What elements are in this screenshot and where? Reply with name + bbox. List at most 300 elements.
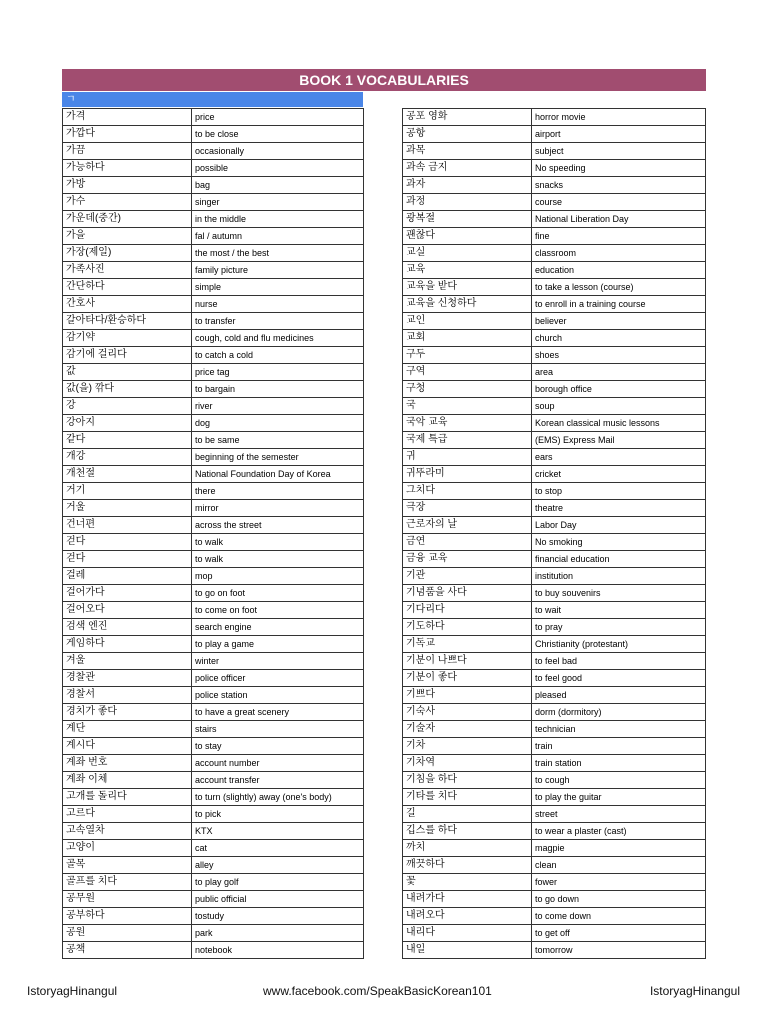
korean-word: 고르다 — [63, 806, 192, 823]
korean-word: 건너편 — [63, 517, 192, 534]
korean-word: 가끔 — [63, 143, 192, 160]
table-row — [403, 109, 706, 126]
korean-word: 기술자 — [403, 721, 532, 738]
table-row — [63, 704, 364, 721]
korean-word: 길 — [403, 806, 532, 823]
english-meaning: believer — [532, 313, 706, 330]
korean-word: 개천절 — [63, 466, 192, 483]
table-row — [63, 143, 364, 160]
korean-word: 내려가다 — [403, 891, 532, 908]
korean-word: 그치다 — [403, 483, 532, 500]
table-row — [403, 585, 706, 602]
english-meaning: subject — [532, 143, 706, 160]
footer-url[interactable]: www.facebook.com/SpeakBasicKorean101 — [263, 984, 492, 998]
english-meaning: across the street — [192, 517, 364, 534]
korean-word: 골프를 치다 — [63, 874, 192, 891]
english-meaning: course — [532, 194, 706, 211]
table-row — [63, 789, 364, 806]
korean-word: 가수 — [63, 194, 192, 211]
korean-word: 공부하다 — [63, 908, 192, 925]
table-row — [403, 245, 706, 262]
table-row — [403, 636, 706, 653]
korean-word: 내리다 — [403, 925, 532, 942]
english-meaning: to be same — [192, 432, 364, 449]
korean-word: 갈아타다/환승하다 — [63, 313, 192, 330]
korean-word: 기차역 — [403, 755, 532, 772]
table-row — [403, 126, 706, 143]
english-meaning: alley — [192, 857, 364, 874]
korean-word: 과목 — [403, 143, 532, 160]
english-meaning: the most / the best — [192, 245, 364, 262]
english-meaning: area — [532, 364, 706, 381]
korean-word: 고속열차 — [63, 823, 192, 840]
section-header: ㄱ — [62, 92, 363, 107]
table-row — [63, 279, 364, 296]
korean-word: 게임하다 — [63, 636, 192, 653]
english-meaning: to catch a cold — [192, 347, 364, 364]
table-row — [63, 245, 364, 262]
table-row — [63, 857, 364, 874]
korean-word: 기차 — [403, 738, 532, 755]
table-row — [63, 534, 364, 551]
table-row — [63, 551, 364, 568]
korean-word: 감기에 걸리다 — [63, 347, 192, 364]
table-row — [403, 619, 706, 636]
korean-word: 가깝다 — [63, 126, 192, 143]
korean-word: 가족사진 — [63, 262, 192, 279]
korean-word: 거울 — [63, 500, 192, 517]
english-meaning: fal / autumn — [192, 228, 364, 245]
korean-word: 개강 — [63, 449, 192, 466]
english-meaning: train — [532, 738, 706, 755]
vocab-table-left — [62, 108, 364, 959]
korean-word: 광복절 — [403, 211, 532, 228]
english-meaning: to feel good — [532, 670, 706, 687]
table-row — [403, 551, 706, 568]
korean-word: 골목 — [63, 857, 192, 874]
korean-word: 근로자의 날 — [403, 517, 532, 534]
korean-word: 기독교 — [403, 636, 532, 653]
korean-word: 교회 — [403, 330, 532, 347]
english-meaning: cricket — [532, 466, 706, 483]
table-row — [63, 585, 364, 602]
english-meaning: to take a lesson (course) — [532, 279, 706, 296]
table-row — [63, 891, 364, 908]
table-row — [63, 296, 364, 313]
table-row — [63, 670, 364, 687]
english-meaning: to pray — [532, 619, 706, 636]
english-meaning: to walk — [192, 534, 364, 551]
table-row — [403, 194, 706, 211]
korean-word: 극장 — [403, 500, 532, 517]
korean-word: 기도하다 — [403, 619, 532, 636]
english-meaning: river — [192, 398, 364, 415]
korean-word: 금연 — [403, 534, 532, 551]
table-row — [403, 925, 706, 942]
english-meaning: education — [532, 262, 706, 279]
table-row — [403, 415, 706, 432]
table-row — [403, 738, 706, 755]
english-meaning: fine — [532, 228, 706, 245]
english-meaning: train station — [532, 755, 706, 772]
english-meaning: classroom — [532, 245, 706, 262]
english-meaning: Christianity (protestant) — [532, 636, 706, 653]
korean-word: 간호사 — [63, 296, 192, 313]
page-title: BOOK 1 VOCABULARIES — [62, 69, 706, 91]
korean-word: 계좌 번호 — [63, 755, 192, 772]
english-meaning: to wear a plaster (cast) — [532, 823, 706, 840]
english-meaning: to transfer — [192, 313, 364, 330]
english-meaning: search engine — [192, 619, 364, 636]
korean-word: 국제 특급 — [403, 432, 532, 449]
english-meaning: to be close — [192, 126, 364, 143]
table-row — [403, 840, 706, 857]
korean-word: 가능하다 — [63, 160, 192, 177]
english-meaning: to have a great scenery — [192, 704, 364, 721]
english-meaning: National Foundation Day of Korea — [192, 466, 364, 483]
korean-word: 금융 교육 — [403, 551, 532, 568]
korean-word: 계단 — [63, 721, 192, 738]
korean-word: 교실 — [403, 245, 532, 262]
korean-word: 가운데(중간) — [63, 211, 192, 228]
english-meaning: horror movie — [532, 109, 706, 126]
table-row — [63, 619, 364, 636]
table-row — [63, 602, 364, 619]
table-row — [63, 347, 364, 364]
table-row — [63, 398, 364, 415]
table-row — [403, 143, 706, 160]
table-row — [403, 500, 706, 517]
table-row — [63, 262, 364, 279]
korean-word: 과속 금지 — [403, 160, 532, 177]
table-row — [63, 126, 364, 143]
table-row — [403, 398, 706, 415]
korean-word: 공원 — [63, 925, 192, 942]
english-meaning: in the middle — [192, 211, 364, 228]
english-meaning: technician — [532, 721, 706, 738]
table-row — [63, 840, 364, 857]
table-row — [63, 160, 364, 177]
english-meaning: dog — [192, 415, 364, 432]
korean-word: 과정 — [403, 194, 532, 211]
table-row — [63, 721, 364, 738]
korean-word: 기타를 치다 — [403, 789, 532, 806]
table-row — [403, 857, 706, 874]
table-row — [63, 568, 364, 585]
english-meaning: street — [532, 806, 706, 823]
english-meaning: mirror — [192, 500, 364, 517]
table-row — [63, 313, 364, 330]
korean-word: 값 — [63, 364, 192, 381]
table-row — [63, 687, 364, 704]
korean-word: 교육을 신청하다 — [403, 296, 532, 313]
english-meaning: stairs — [192, 721, 364, 738]
table-row — [403, 466, 706, 483]
korean-word: 강 — [63, 398, 192, 415]
table-row — [63, 500, 364, 517]
english-meaning: to go down — [532, 891, 706, 908]
english-meaning: account transfer — [192, 772, 364, 789]
korean-word: 구역 — [403, 364, 532, 381]
english-meaning: public official — [192, 891, 364, 908]
table-row — [63, 449, 364, 466]
english-meaning: winter — [192, 653, 364, 670]
table-row — [63, 432, 364, 449]
english-meaning: to play a game — [192, 636, 364, 653]
korean-word: 국 — [403, 398, 532, 415]
korean-word: 국악 교육 — [403, 415, 532, 432]
korean-word: 귀뚜라미 — [403, 466, 532, 483]
english-meaning: clean — [532, 857, 706, 874]
korean-word: 경찰서 — [63, 687, 192, 704]
table-row — [403, 483, 706, 500]
korean-word: 경치가 좋다 — [63, 704, 192, 721]
table-row — [403, 704, 706, 721]
english-meaning: tomorrow — [532, 942, 706, 959]
table-row — [403, 772, 706, 789]
korean-word: 걸레 — [63, 568, 192, 585]
english-meaning: church — [532, 330, 706, 347]
table-row — [403, 347, 706, 364]
korean-word: 기관 — [403, 568, 532, 585]
english-meaning: to come on foot — [192, 602, 364, 619]
table-row — [403, 891, 706, 908]
english-meaning: to stay — [192, 738, 364, 755]
english-meaning: to play golf — [192, 874, 364, 891]
table-row — [63, 466, 364, 483]
english-meaning: occasionally — [192, 143, 364, 160]
korean-word: 공무원 — [63, 891, 192, 908]
table-row — [403, 534, 706, 551]
table-row — [63, 942, 364, 959]
english-meaning: police station — [192, 687, 364, 704]
korean-word: 가격 — [63, 109, 192, 126]
table-row — [63, 330, 364, 347]
korean-word: 기분이 나쁘다 — [403, 653, 532, 670]
english-meaning: nurse — [192, 296, 364, 313]
table-row — [63, 228, 364, 245]
korean-word: 고개를 돌리다 — [63, 789, 192, 806]
korean-word: 공포 영화 — [403, 109, 532, 126]
korean-word: 공항 — [403, 126, 532, 143]
korean-word: 깁스를 하다 — [403, 823, 532, 840]
english-meaning: to go on foot — [192, 585, 364, 602]
korean-word: 걸어가다 — [63, 585, 192, 602]
table-row — [63, 483, 364, 500]
korean-word: 걷다 — [63, 534, 192, 551]
english-meaning: Korean classical music lessons — [532, 415, 706, 432]
english-meaning: soup — [532, 398, 706, 415]
table-row — [403, 653, 706, 670]
korean-word: 가방 — [63, 177, 192, 194]
english-meaning: to turn (slightly) away (one's body) — [192, 789, 364, 806]
english-meaning: tostudy — [192, 908, 364, 925]
table-row — [63, 772, 364, 789]
table-row — [403, 823, 706, 840]
table-row — [403, 330, 706, 347]
english-meaning: simple — [192, 279, 364, 296]
table-row — [63, 806, 364, 823]
english-meaning: bag — [192, 177, 364, 194]
korean-word: 교육을 받다 — [403, 279, 532, 296]
table-row — [403, 228, 706, 245]
english-meaning: to feel bad — [532, 653, 706, 670]
korean-word: 같다 — [63, 432, 192, 449]
table-row — [403, 432, 706, 449]
vocab-table-right — [402, 108, 706, 959]
korean-word: 깨끗하다 — [403, 857, 532, 874]
table-row — [403, 211, 706, 228]
korean-word: 내일 — [403, 942, 532, 959]
korean-word: 감기약 — [63, 330, 192, 347]
english-meaning: cough, cold and flu medicines — [192, 330, 364, 347]
english-meaning: financial education — [532, 551, 706, 568]
korean-word: 값(을) 깎다 — [63, 381, 192, 398]
table-row — [63, 177, 364, 194]
english-meaning: price — [192, 109, 364, 126]
korean-word: 내려오다 — [403, 908, 532, 925]
table-row — [403, 517, 706, 534]
table-row — [403, 313, 706, 330]
korean-word: 구두 — [403, 347, 532, 364]
english-meaning: to get off — [532, 925, 706, 942]
korean-word: 기다리다 — [403, 602, 532, 619]
table-row — [63, 211, 364, 228]
korean-word: 가을 — [63, 228, 192, 245]
english-meaning: mop — [192, 568, 364, 585]
english-meaning: institution — [532, 568, 706, 585]
table-row — [403, 449, 706, 466]
table-row — [403, 602, 706, 619]
korean-word: 기쁘다 — [403, 687, 532, 704]
english-meaning: to wait — [532, 602, 706, 619]
english-meaning: notebook — [192, 942, 364, 959]
table-row — [63, 194, 364, 211]
table-row — [403, 806, 706, 823]
korean-word: 교육 — [403, 262, 532, 279]
table-row — [63, 925, 364, 942]
table-row — [403, 908, 706, 925]
korean-word: 공책 — [63, 942, 192, 959]
english-meaning: to cough — [532, 772, 706, 789]
korean-word: 과자 — [403, 177, 532, 194]
english-meaning: to bargain — [192, 381, 364, 398]
english-meaning: cat — [192, 840, 364, 857]
table-row — [63, 738, 364, 755]
korean-word: 계시다 — [63, 738, 192, 755]
english-meaning: to come down — [532, 908, 706, 925]
english-meaning: to stop — [532, 483, 706, 500]
korean-word: 검색 엔진 — [63, 619, 192, 636]
english-meaning: park — [192, 925, 364, 942]
english-meaning: account number — [192, 755, 364, 772]
korean-word: 거기 — [63, 483, 192, 500]
english-meaning: dorm (dormitory) — [532, 704, 706, 721]
table-row — [63, 109, 364, 126]
korean-word: 겨울 — [63, 653, 192, 670]
table-row — [403, 942, 706, 959]
english-meaning: National Liberation Day — [532, 211, 706, 228]
korean-word: 간단하다 — [63, 279, 192, 296]
table-row — [63, 823, 364, 840]
english-meaning: to play the guitar — [532, 789, 706, 806]
english-meaning: No speeding — [532, 160, 706, 177]
korean-word: 괜찮다 — [403, 228, 532, 245]
table-row — [403, 262, 706, 279]
english-meaning: Labor Day — [532, 517, 706, 534]
english-meaning: to enroll in a training course — [532, 296, 706, 313]
table-row — [403, 279, 706, 296]
table-row — [403, 364, 706, 381]
english-meaning: shoes — [532, 347, 706, 364]
english-meaning: (EMS) Express Mail — [532, 432, 706, 449]
korean-word: 꽃 — [403, 874, 532, 891]
table-row — [63, 653, 364, 670]
english-meaning: airport — [532, 126, 706, 143]
table-row — [403, 687, 706, 704]
english-meaning: family picture — [192, 262, 364, 279]
english-meaning: beginning of the semester — [192, 449, 364, 466]
english-meaning: singer — [192, 194, 364, 211]
korean-word: 교인 — [403, 313, 532, 330]
footer-left-text: IstoryagHinangul — [27, 984, 118, 998]
english-meaning: borough office — [532, 381, 706, 398]
korean-word: 걷다 — [63, 551, 192, 568]
english-meaning: fower — [532, 874, 706, 891]
table-row — [63, 755, 364, 772]
table-row — [403, 177, 706, 194]
korean-word: 기침을 하다 — [403, 772, 532, 789]
table-row — [403, 296, 706, 313]
table-row — [63, 636, 364, 653]
korean-word: 고양이 — [63, 840, 192, 857]
korean-word: 가장(제일) — [63, 245, 192, 262]
english-meaning: ears — [532, 449, 706, 466]
english-meaning: possible — [192, 160, 364, 177]
table-row — [403, 670, 706, 687]
korean-word: 기숙사 — [403, 704, 532, 721]
english-meaning: to buy souvenirs — [532, 585, 706, 602]
english-meaning: No smoking — [532, 534, 706, 551]
korean-word: 기념품을 사다 — [403, 585, 532, 602]
korean-word: 귀 — [403, 449, 532, 466]
table-row — [403, 755, 706, 772]
table-row — [403, 721, 706, 738]
english-meaning: police officer — [192, 670, 364, 687]
table-row — [63, 364, 364, 381]
korean-word: 까치 — [403, 840, 532, 857]
footer-right-text: IstoryagHinangul — [649, 984, 740, 998]
korean-word: 걸어오다 — [63, 602, 192, 619]
table-row — [63, 874, 364, 891]
table-row — [63, 381, 364, 398]
table-row — [403, 874, 706, 891]
table-row — [63, 908, 364, 925]
table-row — [63, 415, 364, 432]
english-meaning: snacks — [532, 177, 706, 194]
table-row — [403, 789, 706, 806]
english-meaning: KTX — [192, 823, 364, 840]
english-meaning: price tag — [192, 364, 364, 381]
korean-word: 강아지 — [63, 415, 192, 432]
table-row — [403, 160, 706, 177]
english-meaning: to walk — [192, 551, 364, 568]
korean-word: 구청 — [403, 381, 532, 398]
english-meaning: theatre — [532, 500, 706, 517]
korean-word: 기분이 좋다 — [403, 670, 532, 687]
english-meaning: pleased — [532, 687, 706, 704]
english-meaning: to pick — [192, 806, 364, 823]
